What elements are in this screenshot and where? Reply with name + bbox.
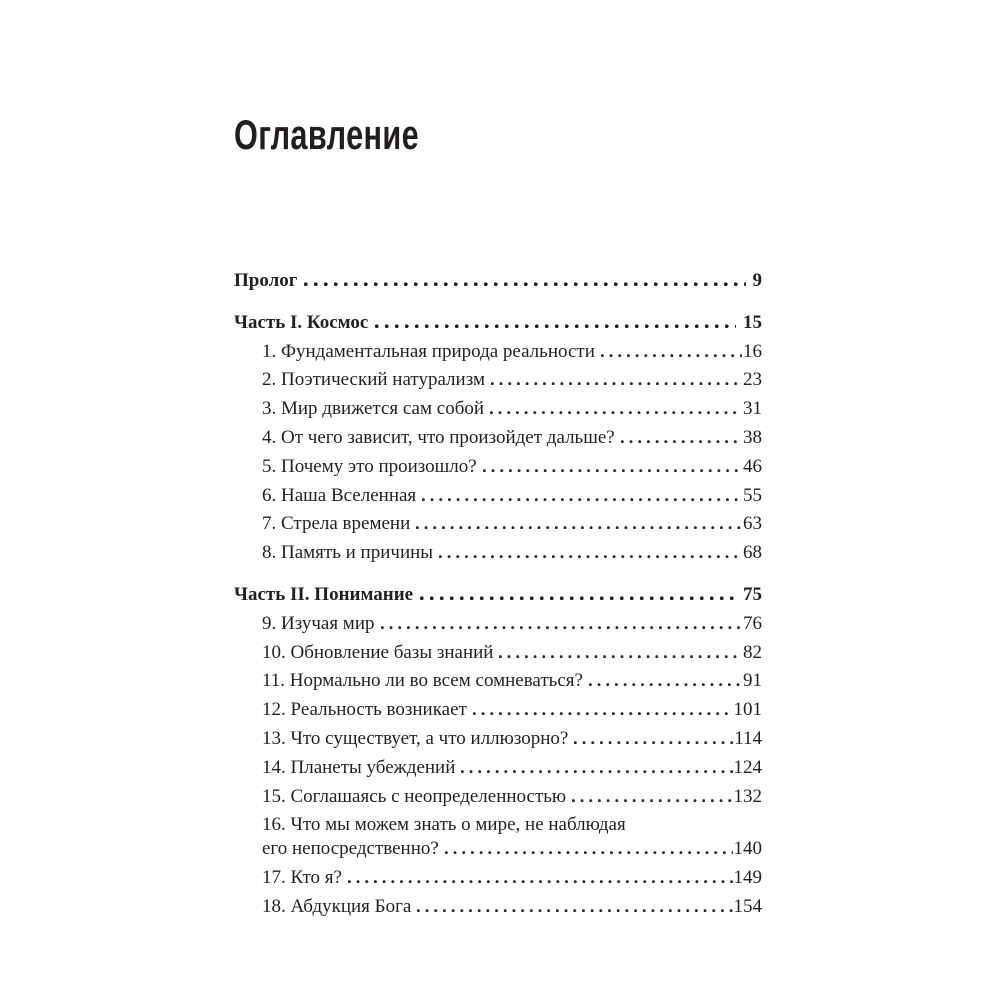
toc-entry [234,510,762,539]
toc-entry-page-number: 91 [743,670,762,692]
toc-entry [234,424,762,453]
dot-leader [416,525,742,529]
toc-entry-label: Часть II. Понимание [234,583,414,605]
toc-entry-page-number: 76 [743,612,762,634]
dot-leader [572,798,732,802]
toc-entry-label: 15. Соглашаясь с неопределенностью [262,785,567,807]
toc-entry [234,639,762,668]
toc-entry [234,453,762,482]
toc-entry [234,309,762,338]
toc-entry-page-number: 23 [743,369,762,391]
toc-entry-page-number: 55 [743,484,762,506]
dot-leader [491,381,742,385]
toc-entry-page-number: 101 [733,699,762,721]
toc-entry-page-number: 124 [733,756,762,778]
toc-entry-page-number: 31 [743,398,762,420]
toc-entry-label: 4. От чего зависит, что произойдет дальше? [262,426,615,448]
toc-entry-label: 12. Реальность возникает [262,699,467,721]
toc-entry-page-number: 149 [733,866,762,888]
toc-entry-label: 1. Фундаментальная природа реальности [262,340,595,362]
toc-entry-label: 3. Мир движется сам собой [262,398,485,420]
toc-entry [234,725,762,754]
toc-entry-page-number: 15 [743,311,762,333]
toc-entry [234,667,762,696]
toc-entry [234,338,762,367]
toc-entry-label: 5. Почему это произошло? [262,455,477,477]
dot-leader [621,439,742,443]
toc-entry-label: 8. Память и причины [262,542,434,564]
toc-entry-page-number: 16 [743,340,762,362]
toc-entry [234,581,762,610]
dot-leader [381,625,743,629]
dot-leader [375,323,736,328]
toc-entry-page-number: 82 [743,641,762,663]
dot-leader [632,826,761,830]
dot-leader [483,468,742,472]
toc-entry-page-number: 132 [733,785,762,807]
toc-entry-label: 17. Кто я? [262,866,342,888]
toc-entry-label: 13. Что существует, а что иллюзорно? [262,727,569,749]
dot-leader [601,353,742,357]
toc-entry-label: 11. Нормально ли во всем сомневаться? [262,670,583,692]
dot-leader [589,682,742,686]
toc-entry [234,783,762,812]
toc-entry-page-number: 114 [734,727,762,749]
toc-entry-page-number: 140 [733,838,762,860]
toc-entry-label: 6. Наша Вселенная [262,484,417,506]
toc-entry [234,267,762,296]
toc-entry-label: 7. Стрела времени [262,513,411,535]
toc-entry-page-number: 75 [743,583,762,605]
dot-leader [499,654,742,658]
toc-entry-label: Пролог [234,270,298,291]
dot-leader [574,740,733,744]
page-title: Оглавление [234,111,420,158]
dot-leader [304,281,745,286]
dot-leader [420,595,736,600]
toc-entry-page-number: 38 [743,426,762,448]
dot-leader [439,554,742,558]
dot-leader [422,497,742,501]
toc-entry-page-number: 46 [743,455,762,477]
toc-entry-label: 2. Поэтический натурализм [262,369,485,391]
table-of-contents [234,267,762,922]
toc-entry-label: 10. Обновление базы знаний [262,641,494,663]
toc-entry [234,696,762,725]
toc-entry-page-number: 68 [743,542,762,564]
toc-entry [234,482,762,511]
toc-entry-page-number: 154 [733,895,762,917]
toc-entry [234,754,762,783]
toc-entry [234,395,762,424]
toc-entry-page-number: 63 [743,513,762,535]
toc-entry [234,610,762,639]
toc-entry-page-number: 9 [752,270,762,291]
toc-entry-label: 14. Планеты убеждений [262,756,456,778]
toc-entry [234,864,762,893]
toc-entry [234,539,762,568]
dot-leader [417,908,732,912]
toc-entry-label: 16. Что мы можем знать о мире, не наблюдая [262,814,626,836]
toc-entry-label: 18. Абдукция Бога [262,895,412,917]
dot-leader [348,879,733,883]
toc-entry-label: 9. Изучая мир [262,612,375,634]
toc-entry [234,366,762,395]
dot-leader [445,850,733,854]
toc-entry [234,893,762,922]
dot-leader [490,410,742,414]
dot-leader [473,711,733,715]
toc-entry-label: Часть I. Космос [234,311,369,333]
toc-entry-label: его непосредственно? [262,838,439,860]
dot-leader [461,769,732,773]
